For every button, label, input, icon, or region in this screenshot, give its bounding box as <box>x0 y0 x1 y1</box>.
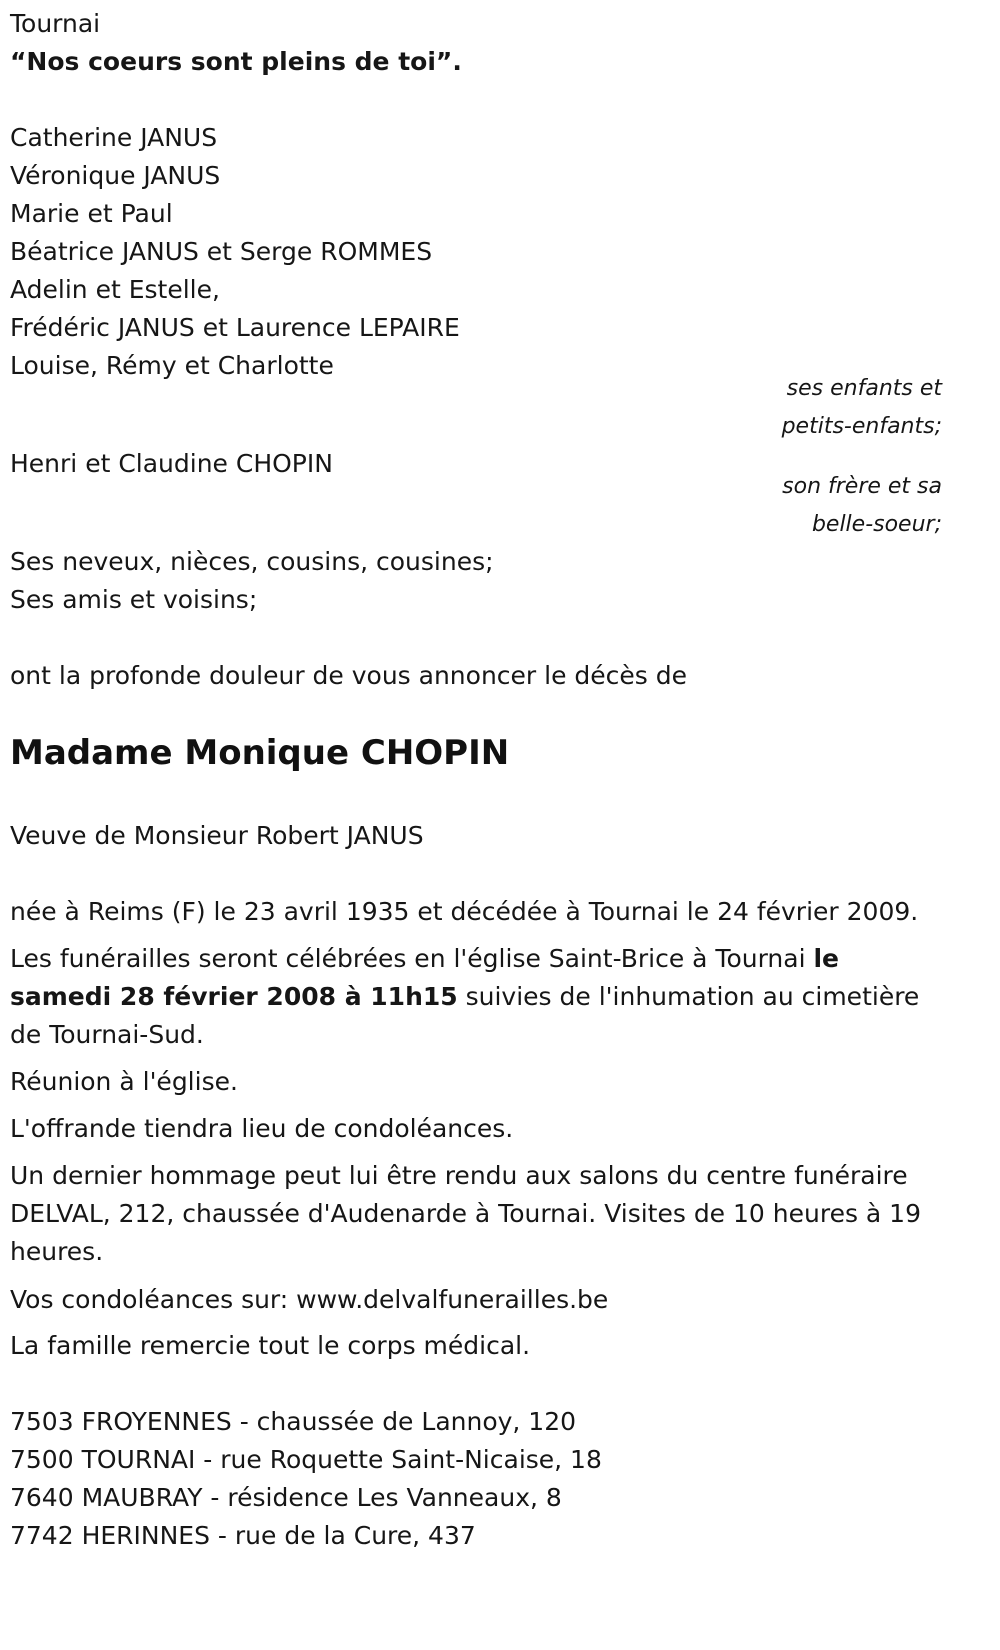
sibling-relation-note: son frère et sa <box>782 474 942 499</box>
address: 7640 MAUBRAY - résidence Les Vanneaux, 8 <box>10 1483 562 1512</box>
viewing-note: Un dernier hommage peut lui être rendu aux salons du centre funéraire DELVAL, 212, chaussée d'Audenarde à Tournai. Visites de 10 heures à 19 heures. <box>10 1161 921 1266</box>
funeral-text-before: Les funérailles seront célébrées en l'église Saint-Brice à Tournai <box>10 944 814 973</box>
widow-of: Veuve de Monsieur Robert JANUS <box>10 821 424 850</box>
other-relatives: Ses neveux, nièces, cousins, cousines; <box>10 547 494 576</box>
sibling-relation-note: belle-soeur; <box>811 512 942 537</box>
address: 7503 FROYENNES - chaussée de Lannoy, 120 <box>10 1407 577 1436</box>
children-relation-note: ses enfants et <box>786 376 942 401</box>
gathering-note: Réunion à l'église. <box>10 1067 238 1096</box>
family-member: Louise, Rémy et Charlotte <box>10 351 334 380</box>
family-member: Marie et Paul <box>10 199 173 228</box>
quote: “Nos coeurs sont pleins de toi”. <box>10 47 462 76</box>
friends-neighbors: Ses amis et voisins; <box>10 585 258 614</box>
family-member: Béatrice JANUS et Serge ROMMES <box>10 237 433 266</box>
sibling: Henri et Claudine CHOPIN <box>10 449 333 478</box>
funeral-date: le samedi 28 février 2008 à 11h15 <box>10 944 840 1011</box>
condolences-link: Vos condoléances sur: www.delvalfunerailles.be <box>10 1285 609 1314</box>
offering-note: L'offrande tiendra lieu de condoléances. <box>10 1114 514 1143</box>
address: 7742 HERINNES - rue de la Cure, 437 <box>10 1521 476 1550</box>
family-member: Frédéric JANUS et Laurence LEPAIRE <box>10 313 460 342</box>
birth-death: née à Reims (F) le 23 avril 1935 et décédée à Tournai le 24 février 2009. <box>10 897 919 926</box>
family-member: Véronique JANUS <box>10 161 221 190</box>
deceased-name: Madame Monique CHOPIN <box>10 733 510 773</box>
city-heading: Tournai <box>10 9 101 38</box>
funeral-text-after: suivies de l'inhumation au cimetière de Tournai-Sud. <box>10 982 920 1049</box>
family-member: Adelin et Estelle, <box>10 275 220 304</box>
children-relation-note: petits-enfants; <box>781 414 942 439</box>
announcement: ont la profonde douleur de vous annoncer le décès de <box>10 661 688 690</box>
family-member: Catherine JANUS <box>10 123 218 152</box>
thanks-note: La famille remercie tout le corps médical. <box>10 1331 531 1360</box>
address: 7500 TOURNAI - rue Roquette Saint-Nicaise, 18 <box>10 1445 602 1474</box>
funeral-info <box>10 940 940 1054</box>
